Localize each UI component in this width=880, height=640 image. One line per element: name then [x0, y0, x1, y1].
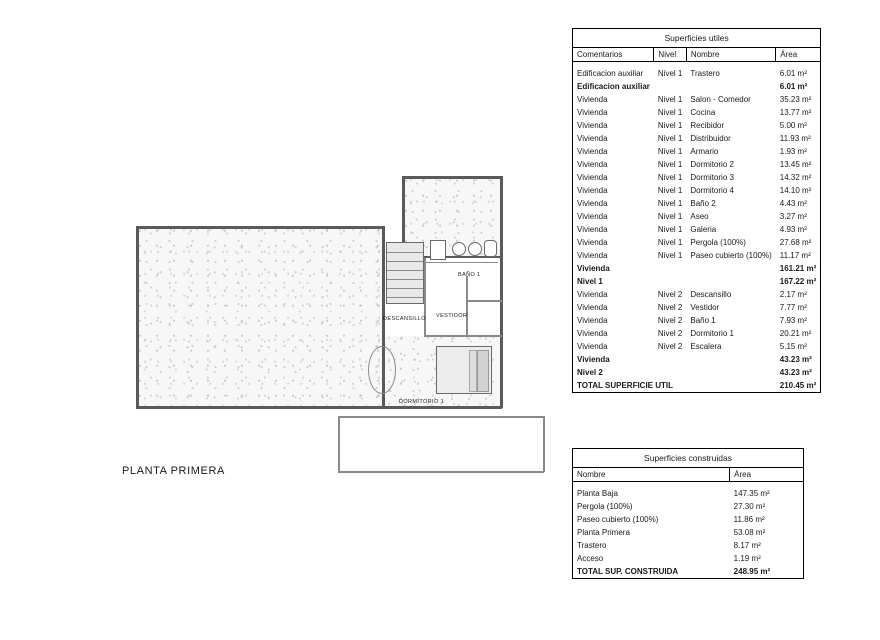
- cell-nombre: [686, 262, 775, 275]
- cell-nivel: [654, 275, 686, 288]
- cell-nombre: Dormitorio 4: [690, 186, 734, 195]
- table-row: [573, 223, 821, 236]
- cell-area: 7.93 m²: [779, 316, 807, 325]
- cell-nivel: Nivel 1: [657, 108, 683, 117]
- wall-closet-shelf: [466, 300, 502, 302]
- cell-nivel: Nivel 1: [657, 69, 683, 78]
- cell-nivel: Nivel 1: [657, 95, 683, 104]
- table-row: [573, 119, 821, 132]
- cell-area: 35.23 m²: [779, 95, 812, 104]
- table-row: [573, 145, 821, 158]
- cell-area: 27.68 m²: [779, 238, 812, 247]
- cell-comentarios: Vivienda: [577, 238, 608, 247]
- cell-nombre: Pergola (100%): [577, 502, 633, 511]
- cell-nombre: [686, 80, 775, 93]
- cell-area: 147.35 m²: [733, 489, 770, 498]
- table-row: [573, 500, 804, 513]
- cell-comentarios: Vivienda: [577, 355, 610, 364]
- plan-fill-main: [138, 228, 382, 406]
- table-title: Superficies utiles: [573, 29, 821, 48]
- cell-comentarios: Vivienda: [577, 134, 608, 143]
- table-row: [573, 513, 804, 526]
- bathroom-fixtures: [426, 238, 498, 272]
- cell-nivel: [654, 366, 686, 379]
- cell-nombre: Trastero: [577, 541, 607, 550]
- terrace-bottom-wall: [338, 471, 544, 473]
- cell-comentarios: Vivienda: [577, 212, 608, 221]
- cell-area: 11.86 m²: [733, 515, 765, 524]
- table-row: [573, 327, 821, 340]
- cell-area: 5.15 m²: [779, 342, 807, 351]
- table-row-subtotal: [573, 353, 821, 366]
- cell-nombre: Vestidor: [690, 303, 720, 312]
- cell-nombre: [686, 275, 775, 288]
- cell-nombre: Paseo cubierto (100%): [690, 251, 772, 260]
- table-title-row: [573, 449, 804, 468]
- cell-comentarios: Vivienda: [577, 316, 608, 325]
- cell-area: 14.10 m²: [779, 186, 812, 195]
- column-header-area: Área: [776, 48, 821, 62]
- wall-bottom-main: [136, 406, 384, 409]
- cell-nombre: Pergola (100%): [690, 238, 746, 247]
- table-row-subtotal: [573, 262, 821, 275]
- plan-title: PLANTA PRIMERA: [122, 465, 225, 477]
- cell-area: 4.93 m²: [779, 225, 807, 234]
- cell-comentarios: Vivienda: [577, 186, 608, 195]
- cell-nivel: Nivel 1: [657, 121, 683, 130]
- table-row-subtotal: [573, 80, 821, 93]
- cell-area: 6.01 m²: [779, 82, 808, 91]
- terrace-left-wall: [338, 416, 340, 472]
- cell-nombre: Trastero: [690, 69, 720, 78]
- cell-nombre: Paseo cubierto (100%): [577, 515, 659, 524]
- cell-nivel: Nivel 2: [657, 316, 683, 325]
- plan-label-dormitorio-1: DORMITORIO 1: [399, 399, 445, 405]
- cell-area: 3.27 m²: [779, 212, 807, 221]
- cell-nivel: Nivel 1: [657, 160, 683, 169]
- cell-nombre: [686, 366, 775, 379]
- table-header-row: [573, 468, 804, 482]
- cell-comentarios: Vivienda: [577, 290, 608, 299]
- table-row: [573, 301, 821, 314]
- cell-nivel: Nivel 2: [657, 329, 683, 338]
- cell-total-area: 210.45 m²: [776, 379, 821, 393]
- cell-nivel: Nivel 1: [657, 186, 683, 195]
- table-row: [573, 171, 821, 184]
- wall-bottom-dormitorio: [382, 406, 502, 409]
- wall-upper-right-right: [500, 176, 503, 408]
- table-row-subtotal: [573, 275, 821, 288]
- table-title-row: [573, 29, 821, 48]
- table-row: [573, 236, 821, 249]
- cell-comentarios: Vivienda: [577, 264, 610, 273]
- cell-area: 1.19 m²: [733, 554, 761, 563]
- cell-comentarios: Edificacion auxiliar: [577, 69, 644, 78]
- terrace-right-wall: [543, 416, 545, 472]
- cell-nombre: Escalera: [690, 342, 722, 351]
- staircase: [386, 242, 424, 304]
- cell-area: 13.45 m²: [779, 160, 812, 169]
- round-table-furniture: [368, 346, 396, 394]
- cell-total-label: TOTAL SUP. CONSTRUIDA: [573, 565, 730, 579]
- cell-area: 2.17 m²: [779, 290, 807, 299]
- cell-area: 167.22 m²: [779, 277, 817, 286]
- column-header-nivel: Nivel: [654, 48, 686, 62]
- table-row: [573, 184, 821, 197]
- wall-upper-right-top: [402, 176, 502, 179]
- cell-nivel: [654, 353, 686, 366]
- cell-nivel: Nivel 1: [657, 238, 683, 247]
- table-row: [573, 106, 821, 119]
- cell-area: 43.23 m²: [779, 355, 812, 364]
- cell-comentarios: Vivienda: [577, 121, 608, 130]
- table-header-row: [573, 48, 821, 62]
- cell-comentarios: Vivienda: [577, 342, 608, 351]
- cell-nivel: Nivel 1: [657, 199, 683, 208]
- table-row: [573, 487, 804, 500]
- cell-nombre: Galeria: [690, 225, 717, 234]
- cell-nivel: Nivel 2: [657, 290, 683, 299]
- cell-nivel: [654, 80, 686, 93]
- column-header-comentarios: Comentarios: [573, 48, 654, 62]
- cell-nombre: Dormitorio 2: [690, 160, 734, 169]
- cell-nivel: Nivel 1: [657, 225, 683, 234]
- cell-nombre: Dormitorio 3: [690, 173, 734, 182]
- cell-nombre: Planta Primera: [577, 528, 630, 537]
- cell-comentarios: Vivienda: [577, 173, 608, 182]
- cell-nombre: [686, 353, 775, 366]
- table-row: [573, 93, 821, 106]
- cell-nombre: Salon - Comedor: [690, 95, 751, 104]
- table-row: [573, 552, 804, 565]
- cell-nombre: Dormitorio 1: [690, 329, 734, 338]
- table-row-total: [573, 565, 804, 579]
- table-row: [573, 67, 821, 80]
- cell-area: 13.77 m²: [779, 108, 812, 117]
- cell-area: 5.00 m²: [779, 121, 807, 130]
- floor-plan-drawing: [100, 150, 540, 500]
- column-header-area: Área: [730, 468, 804, 482]
- cell-total-area: 248.95 m²: [730, 565, 804, 579]
- table-row: [573, 539, 804, 552]
- table-row: [573, 288, 821, 301]
- wall-vestidor-divider: [466, 276, 468, 336]
- table-row: [573, 314, 821, 327]
- cell-area: 8.17 m²: [733, 541, 761, 550]
- terrace-top-wall: [338, 416, 544, 418]
- cell-nombre: Baño 1: [690, 316, 716, 325]
- bed-furniture: [436, 346, 492, 394]
- cell-area: 11.17 m²: [779, 251, 811, 260]
- plan-label-descansillo: DESCANSILLO: [383, 316, 426, 322]
- column-header-nombre: Nombre: [686, 48, 775, 62]
- table-row: [573, 158, 821, 171]
- cell-area: 11.93 m²: [779, 134, 811, 143]
- wall-vestidor-bottom: [424, 335, 502, 337]
- cell-comentarios: Vivienda: [577, 225, 608, 234]
- cell-area: 14.32 m²: [779, 173, 812, 182]
- table-row: [573, 197, 821, 210]
- cell-nombre: Recibidor: [690, 121, 725, 130]
- plan-label-vestidor: VESTIDOR: [436, 313, 468, 319]
- cell-nivel: Nivel 1: [657, 173, 683, 182]
- cell-area: 161.21 m²: [779, 264, 817, 273]
- cell-comentarios: Edificacion auxiliar: [577, 82, 650, 91]
- cell-nombre: Cocina: [690, 108, 716, 117]
- cell-area: 4.43 m²: [779, 199, 807, 208]
- table-row-subtotal: [573, 366, 821, 379]
- cell-nivel: Nivel 2: [657, 303, 683, 312]
- table-superficies-construidas: [572, 448, 804, 579]
- wall-top-main: [136, 226, 384, 229]
- cell-nombre: Descansillo: [690, 290, 732, 299]
- cell-comentarios: Nivel 1: [577, 277, 603, 286]
- cell-nombre: Aseo: [690, 212, 709, 221]
- cell-area: 27.30 m²: [733, 502, 766, 511]
- cell-comentarios: Vivienda: [577, 147, 608, 156]
- cell-nombre: Planta Baja: [577, 489, 618, 498]
- cell-comentarios: Nivel 2: [577, 368, 603, 377]
- table-superficies-utiles: [572, 28, 817, 393]
- cell-comentarios: Vivienda: [577, 303, 608, 312]
- cell-nombre: Distribuidor: [690, 134, 731, 143]
- cell-comentarios: Vivienda: [577, 160, 608, 169]
- cell-comentarios: Vivienda: [577, 108, 608, 117]
- cell-nivel: Nivel 1: [657, 251, 683, 260]
- cell-total-label: TOTAL SUPERFICIE UTIL: [573, 379, 776, 393]
- cell-nivel: Nivel 2: [657, 342, 683, 351]
- table-row: [573, 340, 821, 353]
- column-header-nombre: Nombre: [573, 468, 730, 482]
- table-row: [573, 526, 804, 539]
- cell-area: 6.01 m²: [779, 69, 807, 78]
- wall-left-outer: [136, 226, 139, 408]
- cell-comentarios: Vivienda: [577, 251, 608, 260]
- cell-comentarios: Vivienda: [577, 329, 608, 338]
- table-title: Superficies construidas: [573, 449, 804, 468]
- cell-nombre: Baño 2: [690, 199, 716, 208]
- cell-comentarios: Vivienda: [577, 199, 608, 208]
- cell-area: 1.93 m²: [779, 147, 807, 156]
- cell-area: 20.21 m²: [779, 329, 812, 338]
- cell-area: 43.23 m²: [779, 368, 812, 377]
- cell-nombre: Acceso: [577, 554, 604, 563]
- table-row: [573, 210, 821, 223]
- cell-nivel: Nivel 1: [657, 147, 683, 156]
- cell-nivel: Nivel 1: [657, 212, 683, 221]
- cell-nivel: [654, 262, 686, 275]
- cell-comentarios: Vivienda: [577, 95, 608, 104]
- wall-vestidor-left: [424, 258, 426, 336]
- table-row: [573, 132, 821, 145]
- cell-area: 53.08 m²: [733, 528, 766, 537]
- cell-nivel: Nivel 1: [657, 134, 683, 143]
- plan-label-bano-1: BAÑO 1: [458, 272, 481, 278]
- cell-area: 7.77 m²: [779, 303, 807, 312]
- cell-nombre: Armario: [690, 147, 719, 156]
- table-row: [573, 249, 821, 262]
- table-row-total: [573, 379, 821, 393]
